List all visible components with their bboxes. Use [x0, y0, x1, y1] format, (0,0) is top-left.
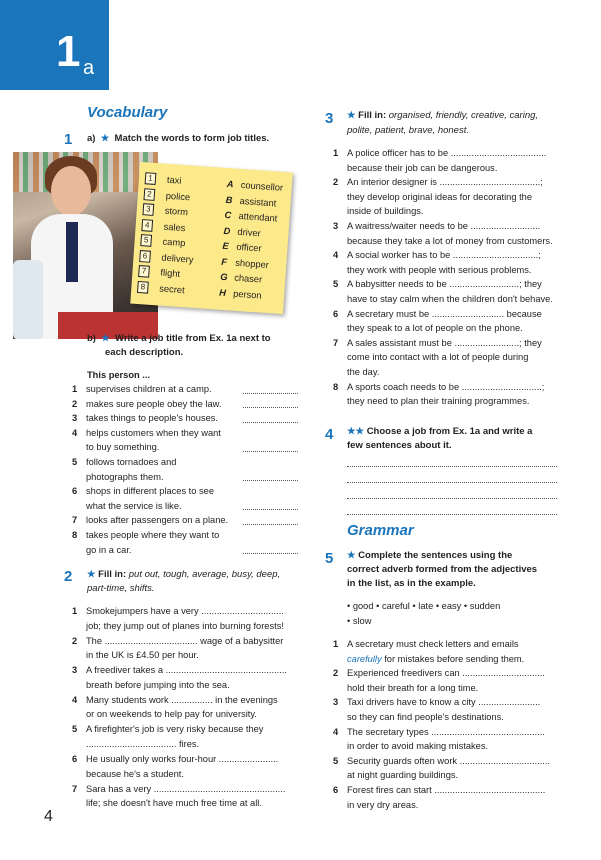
- answer-line[interactable]: [243, 407, 298, 408]
- left-word: police: [165, 190, 191, 202]
- adjective-list-2: • slow: [347, 616, 372, 626]
- ex2-instruction-2: [87, 582, 155, 595]
- item-number: 6: [333, 785, 339, 795]
- item-text: Sara has a very ...................................................: [86, 783, 286, 794]
- item-text: A waitress/waiter needs to be ...........................: [347, 221, 541, 231]
- item-number: 1: [72, 384, 78, 394]
- item-text: A secretary must be ............................ because: [347, 308, 542, 319]
- item-number: 8: [333, 381, 339, 392]
- answer-line[interactable]: [243, 451, 298, 452]
- item-text: because their job can be dangerous.: [347, 162, 498, 173]
- ex3-instruction: [347, 109, 538, 122]
- right-letter: C: [224, 209, 232, 221]
- item-text: Experienced freedivers can ................................: [347, 668, 545, 679]
- left-word: taxi: [166, 174, 182, 186]
- item-number: 4: [72, 694, 78, 705]
- ex4-text-1: Choose a job from Ex. 1a and write a: [366, 426, 533, 437]
- item-text: go in a car.: [86, 544, 132, 555]
- match-box[interactable]: 1: [145, 172, 157, 185]
- ex5-text-1: Complete the sentences using the: [358, 550, 513, 561]
- item-text: life; she doesn't have much free time at all.: [86, 798, 262, 809]
- item-number: 3: [72, 665, 78, 676]
- right-letter: E: [222, 240, 230, 252]
- answer-line[interactable]: [243, 509, 298, 510]
- ex2-number: 2: [64, 568, 73, 585]
- match-box[interactable]: 6: [139, 250, 151, 263]
- item-number: 4: [72, 427, 78, 438]
- left-word: secret: [159, 282, 186, 295]
- ex5-instruction-3: in the list, as in the example.: [347, 578, 476, 589]
- item-number: 5: [333, 755, 339, 766]
- grammar-title: Grammar: [347, 522, 414, 539]
- item-text: inside of buildings.: [347, 206, 424, 217]
- right-letter: H: [218, 287, 227, 298]
- match-box[interactable]: 2: [144, 188, 156, 201]
- item-text: to buy something.: [86, 442, 160, 453]
- item-text: they need to plan their training programmes.: [347, 396, 530, 407]
- ex1b-instruction-2: each description.: [105, 347, 184, 358]
- item-number: 1: [333, 639, 339, 649]
- writing-line[interactable]: [347, 466, 557, 467]
- item-text: Many students work ................ in the evenings: [86, 694, 278, 705]
- item-text: breath before jumping into the sea.: [86, 679, 230, 690]
- ex3-words: organised, friendly, creative, caring,: [388, 110, 539, 121]
- item-number: 2: [72, 398, 78, 409]
- right-word: shopper: [235, 257, 270, 270]
- answer-line[interactable]: [243, 480, 298, 481]
- item-number: 5: [72, 457, 78, 467]
- ex3-number: 3: [325, 110, 334, 127]
- ex3-fill-label: Fill in:: [358, 110, 387, 121]
- item-text: at night guarding buildings.: [347, 770, 459, 781]
- item-text: they develop original ideas for decorating the: [347, 191, 533, 202]
- item-number: 6: [72, 486, 78, 497]
- item-text: hold their breath for a long time.: [347, 682, 479, 693]
- item-number: 4: [333, 250, 339, 261]
- right-letter: G: [219, 271, 228, 283]
- item-text: He usually only works four-hour .......................: [86, 754, 279, 764]
- ex2-instruction: [87, 568, 280, 581]
- star-icon: ★: [347, 550, 359, 561]
- vocabulary-title: Vocabulary: [87, 104, 168, 121]
- item-number: 1: [333, 148, 339, 158]
- item-number: 2: [72, 635, 78, 646]
- ex1-number: 1: [64, 131, 73, 148]
- left-word: flight: [160, 267, 181, 279]
- match-box[interactable]: 4: [141, 219, 153, 232]
- answer-line[interactable]: [243, 524, 298, 525]
- left-word: storm: [164, 205, 189, 218]
- left-word: sales: [163, 221, 186, 233]
- right-letter: A: [226, 178, 234, 190]
- right-letter: B: [225, 194, 233, 205]
- item-text: The secretary types ............................................: [347, 726, 545, 737]
- ex3-instruction-2: [347, 124, 469, 137]
- writing-line[interactable]: [347, 514, 557, 515]
- star-icon: ★: [87, 569, 99, 580]
- item-text: A social worker has to be .................................;: [347, 250, 541, 261]
- item-number: 3: [333, 697, 339, 708]
- right-letter: D: [223, 225, 231, 236]
- item-number: 8: [72, 530, 78, 540]
- ex5-instruction: [347, 549, 512, 562]
- ex1b-label: b): [87, 333, 96, 344]
- answer-line[interactable]: [243, 393, 298, 394]
- ex1a-instruction: [87, 132, 269, 145]
- match-box[interactable]: 3: [142, 203, 154, 216]
- item-number: 2: [333, 668, 339, 679]
- left-word: delivery: [161, 252, 194, 265]
- item-text: The .................................... wage of a babysitter: [86, 635, 284, 646]
- adjective-list: • good • careful • late • easy • sudden: [347, 601, 501, 611]
- ex4-number: 4: [325, 426, 334, 443]
- item-text: photographs them.: [86, 471, 164, 482]
- item-text: An interior designer is .......................................;: [347, 177, 543, 188]
- item-text: makes sure people obey the law.: [86, 398, 222, 409]
- item-text: the day.: [347, 367, 380, 377]
- item-number: 4: [333, 726, 339, 737]
- item-text: looks after passengers on a plane.: [86, 515, 229, 526]
- item-text: ................................... fires.: [86, 739, 200, 749]
- left-word: camp: [162, 236, 186, 249]
- item-text: [347, 652, 524, 667]
- item-number: 7: [333, 337, 339, 348]
- item-text: A police officer has to be .....................................: [347, 148, 547, 158]
- writing-line[interactable]: [347, 482, 557, 483]
- item-text: job; they jump out of planes into burning forests!: [86, 620, 284, 631]
- item-text: they work with people with serious problems.: [347, 264, 532, 275]
- answer-line[interactable]: [243, 553, 298, 554]
- ex1b-text-1: Write a job title from Ex. 1a next to: [115, 333, 271, 344]
- item-text: they speak to a lot of people on the phone.: [347, 323, 523, 334]
- ex2-words-2: part-time, shifts.: [87, 583, 155, 594]
- ex2-words: put out, tough, average, busy, deep,: [128, 569, 281, 580]
- item-text: have to stay calm when the children don't behave.: [347, 294, 553, 304]
- item-text: Taxi drivers have to know a city ........................: [347, 697, 541, 708]
- right-letter: F: [221, 256, 228, 267]
- right-word: driver: [237, 226, 262, 238]
- item-number: 5: [72, 724, 78, 735]
- item-text: A secretary must check letters and emails: [347, 639, 519, 649]
- star-icon: ★: [98, 133, 112, 144]
- item-text: A sports coach needs to be ...............................;: [347, 381, 545, 392]
- item-text: or on weekends to help pay for university.: [86, 709, 257, 720]
- item-number: 3: [333, 221, 339, 231]
- example-answer: carefully: [347, 653, 382, 664]
- item-text: in the UK is £4.50 per hour.: [86, 650, 199, 661]
- right-word: chaser: [233, 272, 263, 285]
- item-text: in order to avoid making mistakes.: [347, 741, 489, 752]
- item-text: A freediver takes a ...............................................: [86, 665, 287, 676]
- item-text: Smokejumpers have a very ................................: [86, 606, 284, 616]
- answer-line[interactable]: [243, 422, 298, 423]
- item-text: come into contact with a lot of people during: [347, 352, 529, 363]
- item-text: shops in different places to see: [86, 486, 215, 497]
- item-text: helps customers when they want: [86, 427, 221, 438]
- star-icon: ★: [347, 110, 359, 121]
- item-number: 7: [72, 783, 78, 794]
- item-number: 1: [72, 606, 78, 616]
- unit-letter: a: [83, 57, 95, 79]
- item-text: what the service is like.: [86, 500, 182, 511]
- item-number: 3: [72, 413, 78, 424]
- item-number: 6: [72, 754, 78, 764]
- item-text: takes people where they want to: [86, 530, 220, 540]
- ex1b-instruction: [87, 332, 271, 345]
- item-text: so they can find people's destinations.: [347, 712, 504, 722]
- item-number: 5: [333, 279, 339, 290]
- item-text: takes things to people's houses.: [86, 413, 219, 424]
- this-person-label: This person ...: [87, 370, 151, 380]
- ex3-words-2: polite, patient, brave, honest.: [347, 125, 469, 136]
- item-text: in very dry areas.: [347, 799, 419, 810]
- right-word: person: [232, 288, 262, 301]
- match-box[interactable]: 5: [140, 234, 152, 247]
- ex5-number: 5: [325, 550, 334, 567]
- ex5-instruction-2: correct adverb formed from the adjectives: [347, 564, 538, 575]
- ex1a-text: Match the words to form job titles.: [114, 133, 270, 144]
- item-text: A babysitter needs to be ...........................; they: [347, 279, 542, 290]
- ex2-fill-label: Fill in:: [98, 569, 127, 580]
- item-text: A firefighter's job is very risky because they: [86, 724, 264, 735]
- item-text: Security guards often work ...................................: [347, 755, 551, 766]
- right-word: attendant: [238, 210, 278, 224]
- star-icon: ★★: [347, 426, 367, 437]
- item-number: 7: [72, 515, 78, 526]
- ex4-instruction-2: few sentences about it.: [347, 440, 452, 451]
- item-text: follows tornadoes and: [86, 457, 177, 467]
- item-text: because they take a lot of money from customers.: [347, 235, 553, 246]
- page-number: 4: [44, 808, 53, 825]
- right-word: counsellor: [240, 179, 284, 193]
- item-text: because he's a student.: [86, 768, 184, 779]
- item-text: A sales assistant must be .........................; they: [347, 337, 542, 348]
- item-text: Forest fires can start ...........................................: [347, 785, 546, 795]
- right-word: assistant: [239, 195, 277, 208]
- matching-note: [130, 162, 293, 314]
- ex1a-label: a): [87, 133, 96, 144]
- unit-number: 1: [56, 27, 81, 76]
- item-number: 2: [333, 177, 339, 188]
- match-box[interactable]: 8: [137, 280, 149, 293]
- ex4-instruction: [347, 425, 532, 438]
- star-icon: ★: [98, 333, 113, 344]
- right-word: officer: [236, 241, 262, 254]
- item-text: for mistakes before sending them.: [381, 653, 525, 664]
- item-text: supervises children at a camp.: [86, 384, 212, 394]
- item-number: 6: [333, 308, 339, 319]
- writing-line[interactable]: [347, 498, 557, 499]
- match-box[interactable]: 7: [138, 265, 150, 278]
